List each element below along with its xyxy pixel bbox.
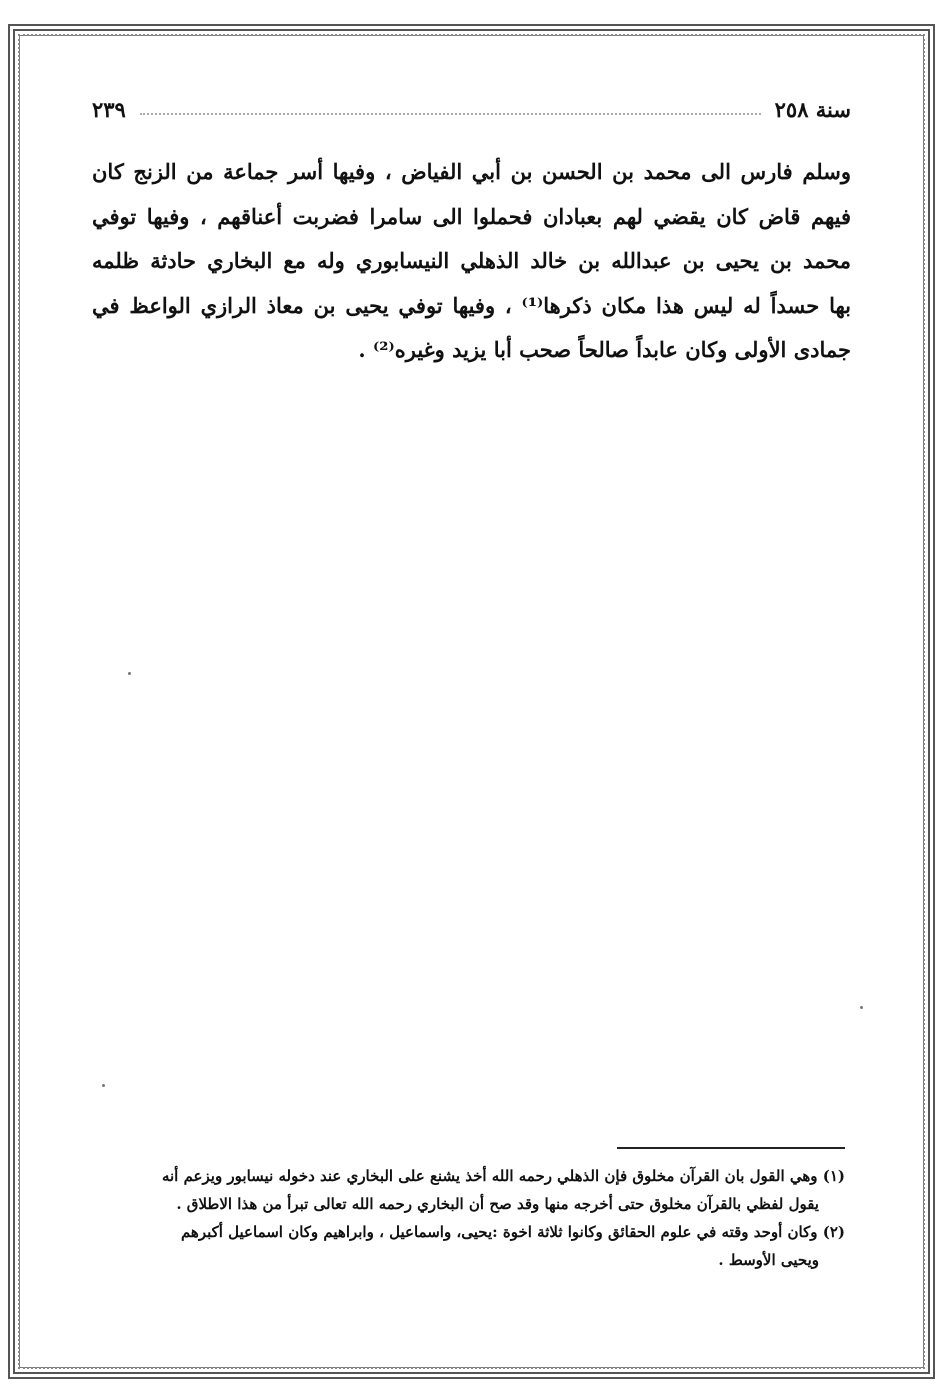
text-line: جمادى الأولى وكان عابداً صالحاً صحب أبا يزيد وغيره⁽²⁾ . [358,337,851,362]
footnote-line: (٢) وكان أوحد وقته في علوم الحقائق وكانوا ثلاثة اخوة :يحيى، واسماعيل ، وابراهيم وكان اسماعيل أكبرهم [180,1223,845,1241]
footnote-separator [617,1147,845,1149]
main-text [92,150,851,373]
page-header [92,94,851,124]
footnotes [92,1162,845,1274]
text-line: وسلم فارس الى محمد بن الحسن بن أبي الفياض ، وفيها أسر جماعة من الزنج كان [92,159,851,184]
scan-speck [128,672,131,675]
page-number: ٢٣٩ [92,96,126,122]
footnote-1 [92,1162,845,1218]
text-line: محمد بن يحيى بن عبدالله بن خالد الذهلي النيسابوري وله مع البخاري حادثة ظلمه [92,248,851,273]
footnote-2 [92,1218,845,1274]
running-header-year: سنة ٢٥٨ [774,96,851,122]
footnote-line: (١) وهي القول بان القرآن مخلوق فإن الذهلي رحمه الله أخذ يشنع على البخاري عند دخوله نيسابور ويزعم أنه [161,1167,845,1185]
text-line: بها حسداً له ليس هذا مكان ذكرها⁽¹⁾ ، وفيها توفي يحيى بن معاذ الرازي الواعظ في [92,292,851,318]
text-line: فيهم قاض كان يقضي لهم بعبادان فحملوا الى سامرا فضربت أعناقهم ، وفيها توفي [92,203,851,229]
footnote-line: ويحيى الأوسط . [718,1251,819,1269]
header-dotted-leader [140,103,761,115]
scan-speck [102,1084,105,1087]
footnote-line: يقول لفظي بالقرآن مخلوق حتى أخرجه منها وقد صح أن البخاري رحمه الله تعالى تبرأ من هذا الاطلاق . [176,1195,819,1213]
scan-speck [860,1006,863,1009]
